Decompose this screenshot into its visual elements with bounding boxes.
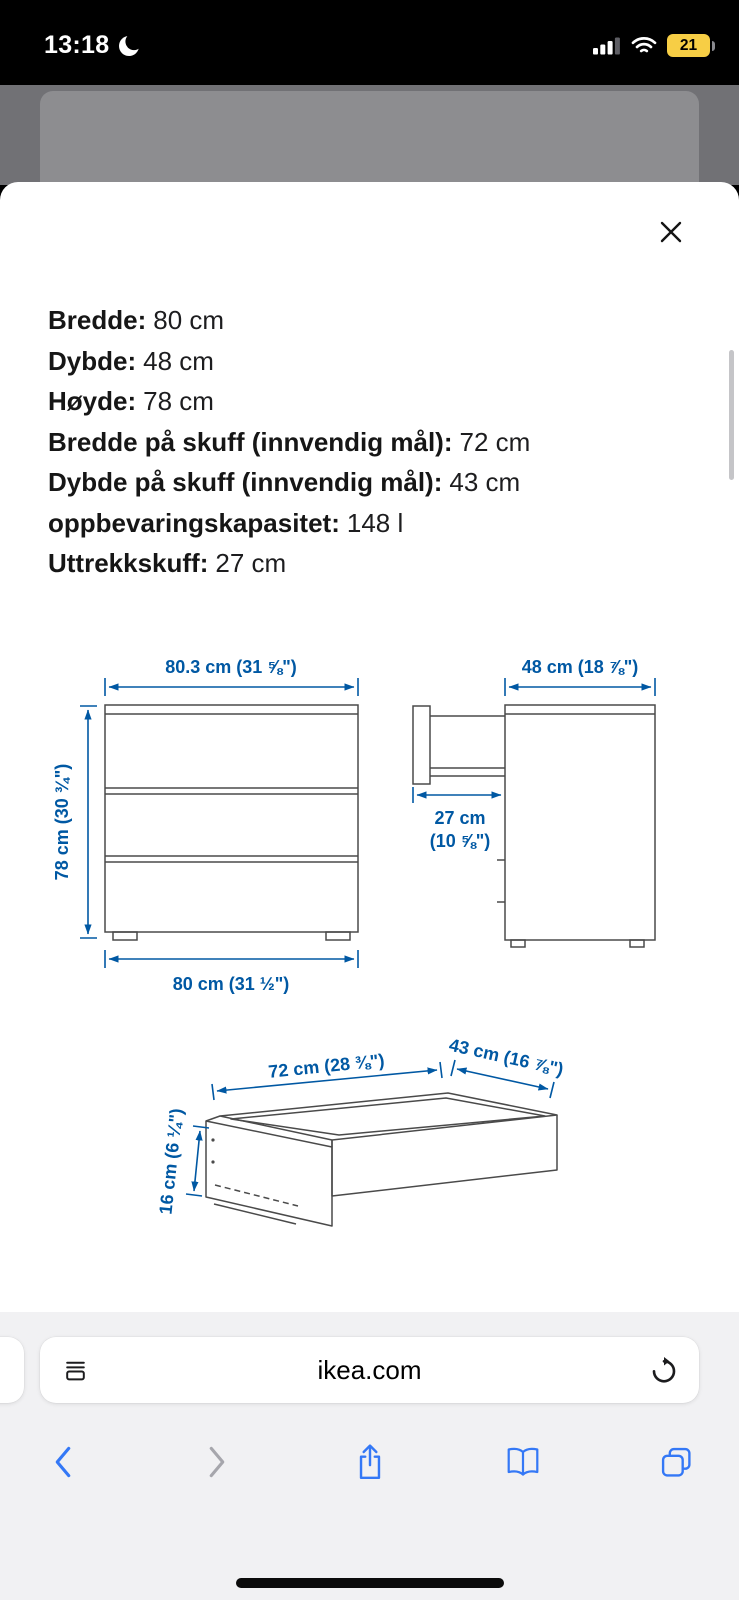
forward-chevron-icon bbox=[205, 1444, 228, 1480]
product-dimension-diagrams bbox=[0, 650, 739, 1270]
measurement-value: 78 cm bbox=[143, 386, 214, 416]
side-depth-label: 48 cm (18 ⅞") bbox=[521, 657, 639, 677]
measurement-row bbox=[48, 503, 709, 544]
share-icon bbox=[355, 1443, 385, 1481]
cellular-signal-icon bbox=[593, 37, 621, 55]
bookmarks-button[interactable] bbox=[496, 1435, 550, 1489]
extension-label-line2: (10 ⅝") bbox=[429, 831, 491, 851]
status-right bbox=[593, 34, 715, 57]
measurement-label: Dybde på skuff (innvendig mål): bbox=[48, 467, 443, 497]
measurement-label: oppbevaringskapasitet: bbox=[48, 507, 340, 538]
measurement-value: 80 cm bbox=[153, 305, 225, 335]
drawer-height-label: 16 cm (6 ¼") bbox=[155, 1107, 187, 1216]
status-bar bbox=[0, 0, 739, 85]
tabs-button[interactable] bbox=[649, 1435, 703, 1489]
reload-icon bbox=[649, 1355, 679, 1385]
extension-label-line1: 27 cm bbox=[434, 808, 486, 828]
measurement-value: 72 cm bbox=[459, 426, 531, 457]
back-button[interactable] bbox=[36, 1435, 90, 1489]
battery-nub bbox=[712, 41, 715, 51]
do-not-disturb-moon-icon bbox=[116, 33, 142, 59]
measurement-label: Uttrekkskuff: bbox=[48, 548, 209, 578]
measurement-row bbox=[48, 462, 709, 503]
clock: 13:18 bbox=[44, 31, 110, 59]
page-menu-icon bbox=[62, 1357, 89, 1384]
url-text: ikea.com bbox=[317, 1354, 422, 1385]
front-height-label: 78 cm (30 ¾") bbox=[52, 763, 72, 881]
measurement-value: 48 cm bbox=[143, 345, 214, 376]
close-button[interactable] bbox=[655, 216, 687, 248]
measurement-row bbox=[48, 300, 709, 341]
measurement-value: 43 cm bbox=[449, 467, 521, 497]
measurement-label: Høyde: bbox=[48, 386, 137, 416]
measurement-value: 148 l bbox=[346, 507, 404, 538]
measurement-row bbox=[48, 422, 709, 463]
reload-button[interactable] bbox=[647, 1353, 681, 1387]
drawer-3d-drawing bbox=[206, 1093, 557, 1226]
measurement-label: Bredde på skuff (innvendig mål): bbox=[48, 426, 453, 457]
measurement-label: Bredde: bbox=[48, 305, 147, 335]
adjacent-tab-edge[interactable] bbox=[0, 1337, 24, 1403]
share-button[interactable] bbox=[343, 1435, 397, 1489]
background-page-card bbox=[40, 91, 699, 195]
book-icon bbox=[505, 1446, 541, 1478]
measurement-row bbox=[48, 341, 709, 382]
wifi-icon bbox=[631, 36, 657, 55]
status-left bbox=[44, 31, 142, 60]
measurement-row bbox=[48, 543, 709, 584]
front-width-top-label: 80.3 cm (31 ⅝") bbox=[165, 657, 297, 677]
forward-button[interactable] bbox=[189, 1435, 243, 1489]
navigation-toolbar bbox=[0, 1422, 739, 1502]
home-indicator[interactable] bbox=[236, 1578, 504, 1588]
drawer-depth-label: 43 cm (16 ⅞") bbox=[447, 1034, 566, 1080]
scroll-indicator[interactable] bbox=[729, 350, 734, 480]
front-view-drawing bbox=[105, 705, 358, 940]
back-chevron-icon bbox=[52, 1444, 75, 1480]
front-width-bottom-label: 80 cm (31 ½") bbox=[172, 974, 290, 994]
drawer-width-label: 72 cm (28 ⅜") bbox=[267, 1050, 386, 1082]
measurement-list bbox=[48, 300, 709, 584]
battery-indicator bbox=[667, 34, 715, 57]
measurement-value: 27 cm bbox=[215, 548, 287, 578]
measurement-label: Dybde: bbox=[48, 345, 137, 376]
tabs-icon bbox=[660, 1446, 693, 1479]
modal-scrim[interactable] bbox=[0, 85, 739, 185]
measurement-row bbox=[48, 381, 709, 422]
battery-level: 21 bbox=[667, 34, 710, 57]
page-menu-button[interactable] bbox=[58, 1353, 92, 1387]
safari-bottom-bar bbox=[0, 1312, 739, 1600]
close-icon bbox=[657, 218, 685, 246]
address-bar[interactable] bbox=[40, 1337, 699, 1403]
